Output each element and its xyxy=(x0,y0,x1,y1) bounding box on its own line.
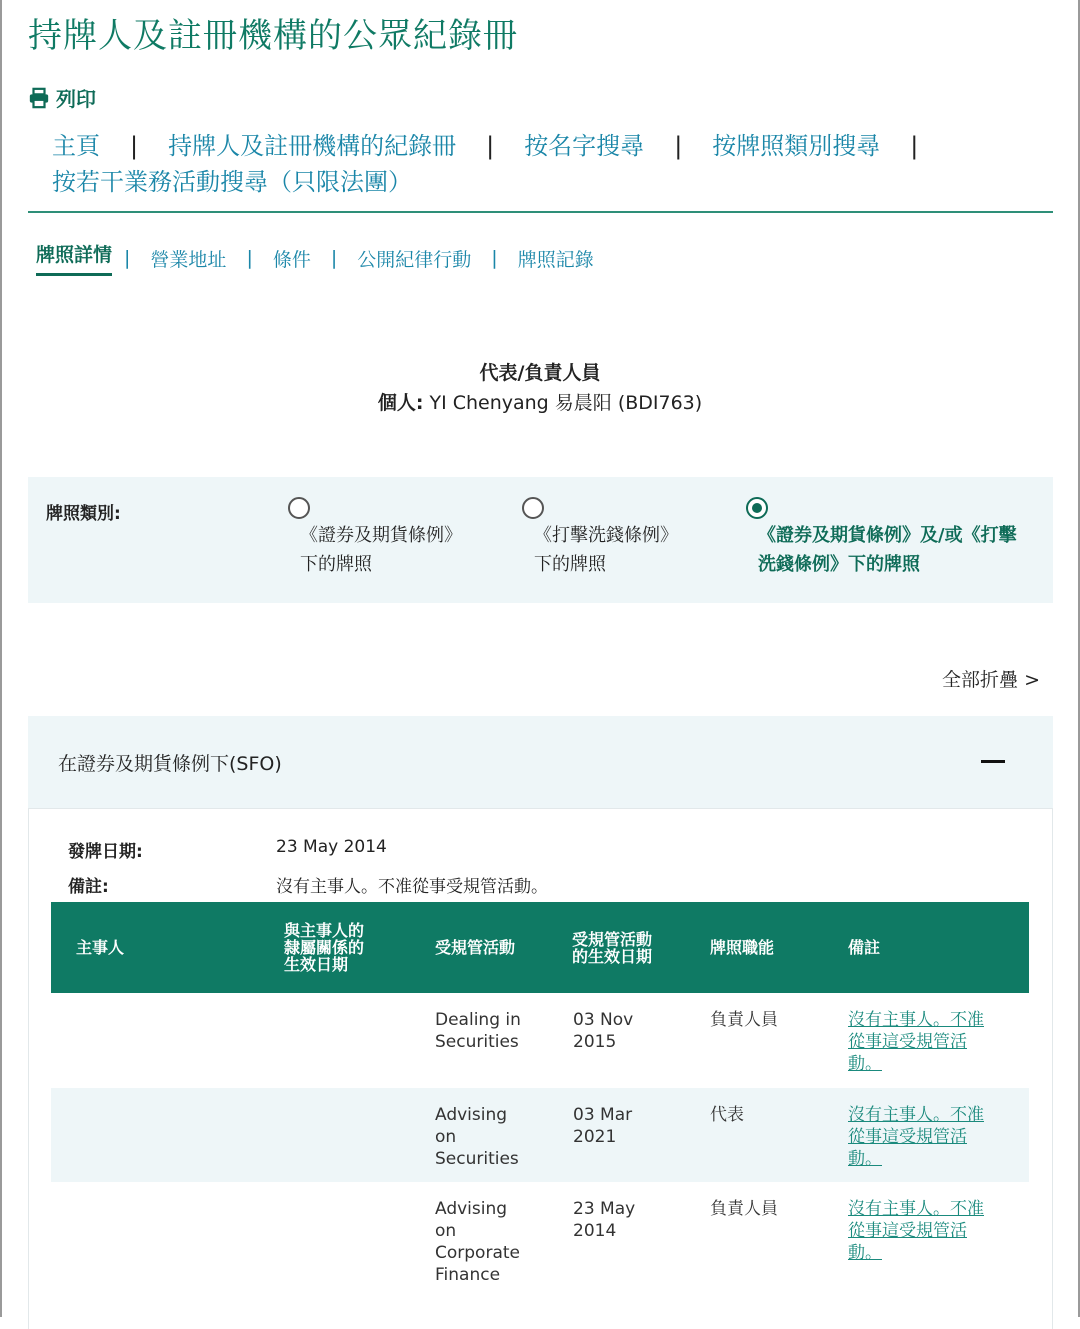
nav-separator: | xyxy=(910,132,919,160)
remarks-label: 備註: xyxy=(68,877,109,897)
col-header-principal: 主事人 xyxy=(76,938,125,957)
tab-license-record[interactable]: 牌照記錄 xyxy=(517,248,594,271)
cell-role: 負責人員 xyxy=(710,1199,778,1219)
col-header-remarks: 備註 xyxy=(848,938,881,957)
representative-person xyxy=(0,388,1080,415)
license-option-both[interactable] xyxy=(746,497,1017,579)
cell-effective-date: 03 Mar 2021 xyxy=(573,1105,633,1147)
cell-remark-link[interactable]: 沒有主事人。不准 從事這受規管活 動。 xyxy=(848,1010,984,1074)
nav-separator: | xyxy=(674,132,683,160)
cell-remark-link[interactable]: 沒有主事人。不准 從事這受規管活 動。 xyxy=(848,1199,984,1263)
license-option-sfo-line2: 下的牌照 xyxy=(300,554,372,575)
table-row xyxy=(51,993,1029,1088)
page-title: 持牌人及註冊機構的公眾紀錄冊 xyxy=(28,16,518,56)
tab-business-address[interactable]: 營業地址 xyxy=(150,248,227,271)
table-header xyxy=(51,902,1029,993)
table-row xyxy=(51,1182,1029,1312)
sfo-section-title: 在證券及期貨條例下(SFO) xyxy=(58,753,282,775)
radio-both[interactable] xyxy=(746,497,768,519)
cell-activity: Advising on Corporate Finance xyxy=(435,1199,520,1285)
cell-role: 代表 xyxy=(710,1105,744,1125)
license-option-amlo[interactable] xyxy=(522,497,678,579)
print-label: 列印 xyxy=(56,87,96,111)
license-option-both-line1: 《證券及期貨條例》及/或《打擊 xyxy=(758,525,1017,546)
remarks-value: 沒有主事人。不准從事受規管活動。 xyxy=(276,877,548,897)
tab-separator: | xyxy=(491,247,498,269)
license-option-amlo-line1: 《打擊洗錢條例》 xyxy=(534,525,678,546)
printer-icon xyxy=(28,87,50,109)
license-type-panel xyxy=(28,477,1053,603)
cell-effective-date: 03 Nov 2015 xyxy=(573,1010,634,1052)
cell-effective-date: 23 May 2014 xyxy=(573,1199,636,1241)
tab-conditions[interactable]: 條件 xyxy=(272,248,311,271)
collapse-all-link[interactable]: 全部折疊 > xyxy=(942,669,1040,691)
nav-register-link[interactable]: 持牌人及註冊機構的紀錄冊 xyxy=(168,132,457,160)
license-option-amlo-line2: 下的牌照 xyxy=(534,554,606,575)
col-header-activity-date: 受規管活動 的生效日期 xyxy=(572,929,653,966)
activities-table xyxy=(51,902,1029,1312)
nav-search-license-type-link[interactable]: 按牌照類別搜尋 xyxy=(712,132,881,160)
license-option-both-line2: 洗錢條例》下的牌照 xyxy=(758,554,920,575)
tab-disciplinary-actions[interactable]: 公開紀律行動 xyxy=(357,248,472,271)
collapse-minus-icon[interactable] xyxy=(981,760,1005,763)
radio-sfo[interactable] xyxy=(288,497,310,519)
col-header-affiliation-date: 與主事人的 隸屬關係的 生效日期 xyxy=(284,921,365,974)
table-row xyxy=(51,1088,1029,1182)
nav-separator: | xyxy=(130,132,139,160)
tab-separator: | xyxy=(330,247,338,269)
detail-tabs xyxy=(36,240,594,276)
breadcrumb-nav xyxy=(52,128,1012,200)
tab-separator: | xyxy=(246,247,253,269)
radio-amlo[interactable] xyxy=(522,497,544,519)
nav-search-activity-link[interactable]: 按若干業務活動搜尋（只限法團） xyxy=(52,168,412,196)
sfo-accordion-header[interactable] xyxy=(28,716,1053,808)
tab-license-details[interactable]: 牌照詳情 xyxy=(36,240,112,276)
nav-home-link[interactable]: 主頁 xyxy=(52,132,100,160)
issue-date-label: 發牌日期: xyxy=(68,842,143,862)
license-option-sfo-line1: 《證券及期貨條例》 xyxy=(300,525,462,546)
issue-date-value: 23 May 2014 xyxy=(276,837,387,857)
screen-left-edge xyxy=(0,0,2,1317)
license-type-label: 牌照類別: xyxy=(46,504,121,524)
tab-separator: | xyxy=(124,247,131,269)
nav-divider xyxy=(28,211,1053,213)
cell-activity: Advising on Securities xyxy=(435,1105,519,1169)
cell-remark-link[interactable]: 沒有主事人。不准 從事這受規管活 動。 xyxy=(848,1105,984,1169)
person-prefix: 個人: xyxy=(377,392,424,414)
col-header-role: 牌照職能 xyxy=(710,938,775,957)
person-name: YI Chenyang 易晨阳 (BDI763) xyxy=(429,392,703,414)
nav-search-name-link[interactable]: 按名字搜尋 xyxy=(524,132,645,160)
print-button[interactable] xyxy=(28,83,96,112)
cell-role: 負責人員 xyxy=(710,1010,778,1030)
representative-heading: 代表/負責人員 xyxy=(479,362,601,384)
nav-separator: | xyxy=(486,132,495,160)
col-header-activity: 受規管活動 xyxy=(435,938,516,957)
cell-activity: Dealing in Securities xyxy=(435,1010,521,1052)
license-option-sfo[interactable] xyxy=(288,497,462,579)
